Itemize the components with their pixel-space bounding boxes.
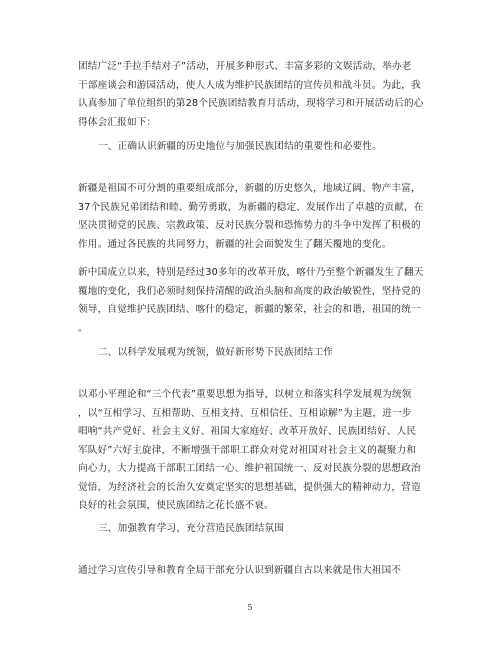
text-line: ，以“互相学习、互相帮助、互相支持、互相信任、互相谅解”为主题，进一步	[78, 407, 412, 419]
section-heading-1	[78, 138, 424, 157]
text-line: 作用。通过各民族的共同努力，新疆的社会面貌发生了翻天覆地的变化。	[78, 238, 392, 250]
paragraph-xinjiang-history	[78, 180, 424, 254]
heading-text: 一、正确认识新疆的历史地位与加强民族团结的重要性和必要性。	[98, 141, 383, 152]
paragraph-guiding-thought	[78, 386, 424, 516]
heading-text: 三、加强教育学习，充分营造民族团结氛围	[98, 523, 285, 534]
text-line: 通过学习宣传引导和教育全局干部充分认识到新疆自古以来就是伟大祖国不	[78, 565, 402, 576]
text-line: 良好的社会氛围，使民族团结之花长盛不衰。	[78, 500, 274, 511]
text-line: 团结广泛“手拉手结对子”活动，开展多种形式、丰富多彩的文娱活动，举办老	[78, 61, 412, 72]
text-line: 向心力，大力提高干部职工团结一心、维护祖国统一、反对民族分裂的思想政治	[78, 463, 421, 474]
heading-text: 二、以科学发展观为统领，做好新形势下民族团结工作	[98, 347, 334, 358]
text-line: 唱响“共产党好、社会主义好、祖国大家庭好、改革开放好、民族团结好、人民	[78, 426, 417, 437]
text-line: 得体会汇报如下：	[78, 116, 157, 128]
text-line: 觉悟，为经济社会的长治久安奠定坚实的思想基础，提供强大的精神动力，营造	[78, 481, 421, 493]
paragraph-intro-continued	[78, 58, 424, 132]
page-number: 5	[247, 603, 253, 612]
text-line: 认真参加了单位组织的第28个民族团结教育月活动，现将学习和开展活动后的心	[78, 98, 424, 109]
text-line: 。	[78, 322, 88, 334]
text-line: 军队好”六好主旋律，不断增强干部职工群众对党对祖国对社会主义的凝聚力和	[78, 444, 417, 456]
section-heading-2	[78, 344, 424, 363]
text-line: 领导，自觉维护民族团结、喀什的稳定，新疆的繁荣，社会的和谐，祖国的统一	[78, 304, 421, 315]
text-line: 坚决贯彻党的民族、宗教政策、反对民族分裂和恐怖势力的斗争中发挥了积极的	[78, 220, 421, 231]
text-line: 覆地的变化，我们必须时刻保持清醒的政治头脑和高度的政治敏锐性，坚持党的	[78, 285, 421, 297]
text-line: 37个民族兄弟团结和睦、勤劳勇敢，为新疆的稳定、发展作出了卓越的贡献，在	[78, 201, 424, 213]
section-heading-3	[78, 520, 424, 539]
text-line: 干部座谈会和游园活动，使人人成为维护民族团结的宣传员和战斗员。为此，我	[78, 79, 421, 91]
text-line: 以邓小平理论和“三个代表”重要思想为指导，以树立和落实科学发展观为统领	[78, 389, 412, 400]
text-line: 新疆是祖国不可分割的重要组成部分，新疆的历史悠久，地域辽阔、物产丰富，	[78, 183, 421, 194]
paragraph-education	[78, 562, 424, 581]
paragraph-reform-changes	[78, 264, 424, 338]
text-line: 新中国成立以来，特别是经过30多年的改革开放，喀什乃至整个新疆发生了翻天	[78, 267, 424, 278]
